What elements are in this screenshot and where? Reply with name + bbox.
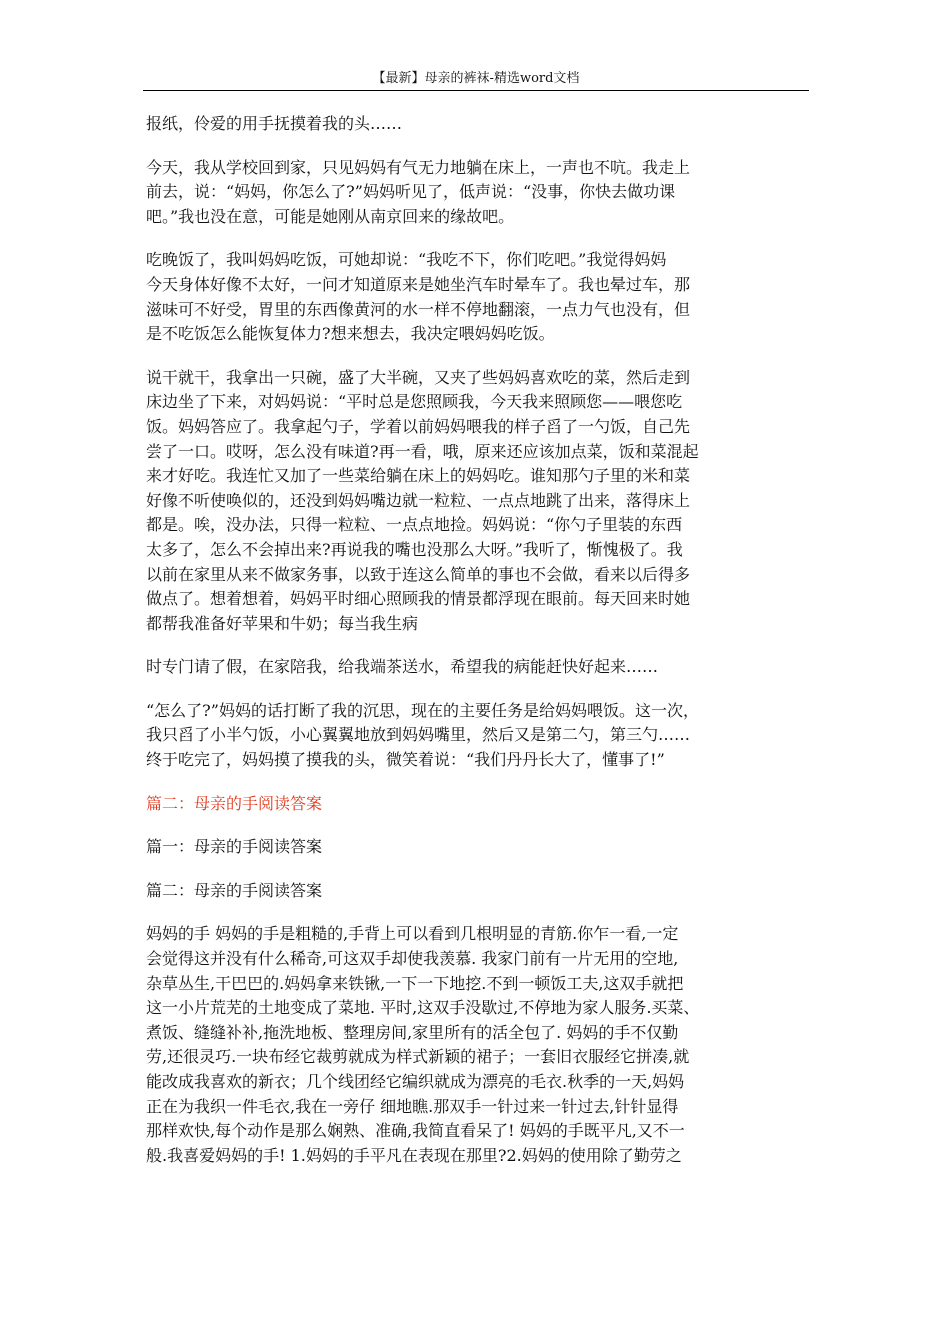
text-line: 尝了一口。哎呀，怎么没有味道?再一看，哦，原来还应该加点菜，饭和菜混起	[146, 441, 699, 461]
text-line: 劳,还很灵巧.一块布经它裁剪就成为样式新颖的裙子；一套旧衣服经它拼凑,就	[146, 1047, 690, 1067]
text-line: 好像不听使唤似的，还没到妈妈嘴边就一粒粒、一点点地跳了出来，落得床上	[146, 490, 691, 510]
text-line: 以前在家里从来不做家务事，以致于连这么简单的事也不会做，看来以后得多	[146, 564, 691, 584]
text-line: 我只舀了小半勺饭，小心翼翼地放到妈妈嘴里，然后又是第二勺，第三勺……	[146, 725, 691, 745]
paragraph	[146, 835, 806, 860]
text-line: 做点了。想着想着，妈妈平时细心照顾我的情景都浮现在眼前。每天回来时她	[146, 589, 691, 609]
text-line: 时专门请了假，在家陪我，给我端茶送水，希望我的病能赶快好起来……	[146, 657, 659, 677]
text-line: 都帮我准备好苹果和牛奶；每当我生病	[146, 613, 419, 633]
header-divider	[143, 90, 809, 91]
text-line: 吃晚饭了，我叫妈妈吃饭，可她却说：“我吃不下，你们吃吧。”我觉得妈妈	[146, 250, 667, 270]
text-line: 是不吃饭怎么能恢复体力?想来想去，我决定喂妈妈吃饭。	[146, 324, 555, 344]
section-heading	[146, 792, 806, 817]
paragraph	[146, 879, 806, 904]
paragraph	[146, 699, 806, 773]
paragraph	[146, 655, 806, 680]
text-line: 终于吃完了，妈妈摸了摸我的头，微笑着说：“我们丹丹长大了，懂事了!”	[146, 750, 665, 770]
text-line: 吧。”我也没在意，可能是她刚从南京回来的缘故吧。	[146, 206, 515, 226]
text-line: 这一小片荒芜的土地变成了菜地. 平时,这双手没歇过,不停地为家人服务.买菜、	[146, 998, 700, 1018]
paragraph	[146, 922, 806, 1168]
text-line: 前去，说：“妈妈，你怎么了?”妈妈听见了，低声说：“没事，你快去做功课	[146, 182, 676, 202]
text-line: 正在为我织一件毛衣,我在一旁仔 细地瞧.那双手一针过来一针过去,针针显得	[146, 1096, 679, 1116]
text-line: 床边坐了下来，对妈妈说：“平时总是您照顾我，今天我来照顾您——喂您吃	[146, 392, 683, 412]
paragraph	[146, 156, 806, 230]
text-line: 来才好吃。我连忙又加了一些菜给躺在床上的妈妈吃。谁知那勺子里的米和菜	[146, 466, 691, 486]
text-line: 太多了，怎么不会掉出来?再说我的嘴也没那么大呀。”我听了，惭愧极了。我	[146, 539, 683, 559]
paragraph	[146, 112, 806, 137]
document-body	[146, 112, 806, 1187]
paragraph	[146, 248, 806, 346]
text-line: 篇一：母亲的手阅读答案	[146, 837, 323, 857]
page-header: 【最新】母亲的裤袜-精选word文档	[372, 71, 580, 86]
text-line: 报纸，伶爱的用手抚摸着我的头……	[146, 114, 403, 133]
text-line: 那样欢快,每个动作是那么娴熟、准确,我简直看呆了! 妈妈的手既平凡,又不一	[146, 1121, 685, 1141]
text-line: 会觉得这并没有什么稀奇,可这双手却使我羡慕. 我家门前有一片无用的空地,	[146, 949, 679, 969]
text-line: 般.我喜爱妈妈的手! 1.妈妈的手平凡在表现在那里?2.妈妈的使用除了勤劳之	[146, 1145, 682, 1165]
text-line: 妈妈的手 妈妈的手是粗糙的,手背上可以看到几根明显的青筋.你乍一看,一定	[146, 924, 679, 944]
text-line: 能改成我喜欢的新衣；几个线团经它编织就成为漂亮的毛衣.秋季的一天,妈妈	[146, 1072, 685, 1091]
paragraph	[146, 366, 806, 637]
text-line: 煮饭、缝缝补补,拖洗地板、整理房间,家里所有的活全包了. 妈妈的手不仅勤	[146, 1022, 679, 1042]
text-line: 今天，我从学校回到家，只见妈妈有气无力地躺在床上，一声也不吭。我走上	[146, 157, 691, 177]
text-line: 杂草丛生,干巴巴的.妈妈拿来铁锹,一下一下地挖.不到一顿饭工夫,这双手就把	[146, 973, 684, 993]
text-line: 篇二：母亲的手阅读答案	[146, 880, 323, 900]
text-line: 篇二：母亲的手阅读答案	[146, 793, 323, 813]
text-line: 滋味可不好受，胃里的东西像黄河的水一样不停地翻滚，一点力气也没有，但	[146, 299, 691, 319]
text-line: 都是。唉，没办法，只得一粒粒、一点点地捡。妈妈说：“你勺子里装的东西	[146, 515, 683, 535]
text-line: 说干就干，我拿出一只碗，盛了大半碗，又夹了些妈妈喜欢吃的菜，然后走到	[146, 367, 691, 387]
text-line: 饭。妈妈答应了。我拿起勺子，学着以前妈妈喂我的样子舀了一勺饭，自己先	[146, 416, 691, 436]
text-line: “怎么了?”妈妈的话打断了我的沉思，现在的主要任务是给妈妈喂饭。这一次，	[146, 700, 699, 720]
text-line: 今天身体好像不太好，一问才知道原来是她坐汽车时晕车了。我也晕过车，那	[146, 274, 691, 294]
